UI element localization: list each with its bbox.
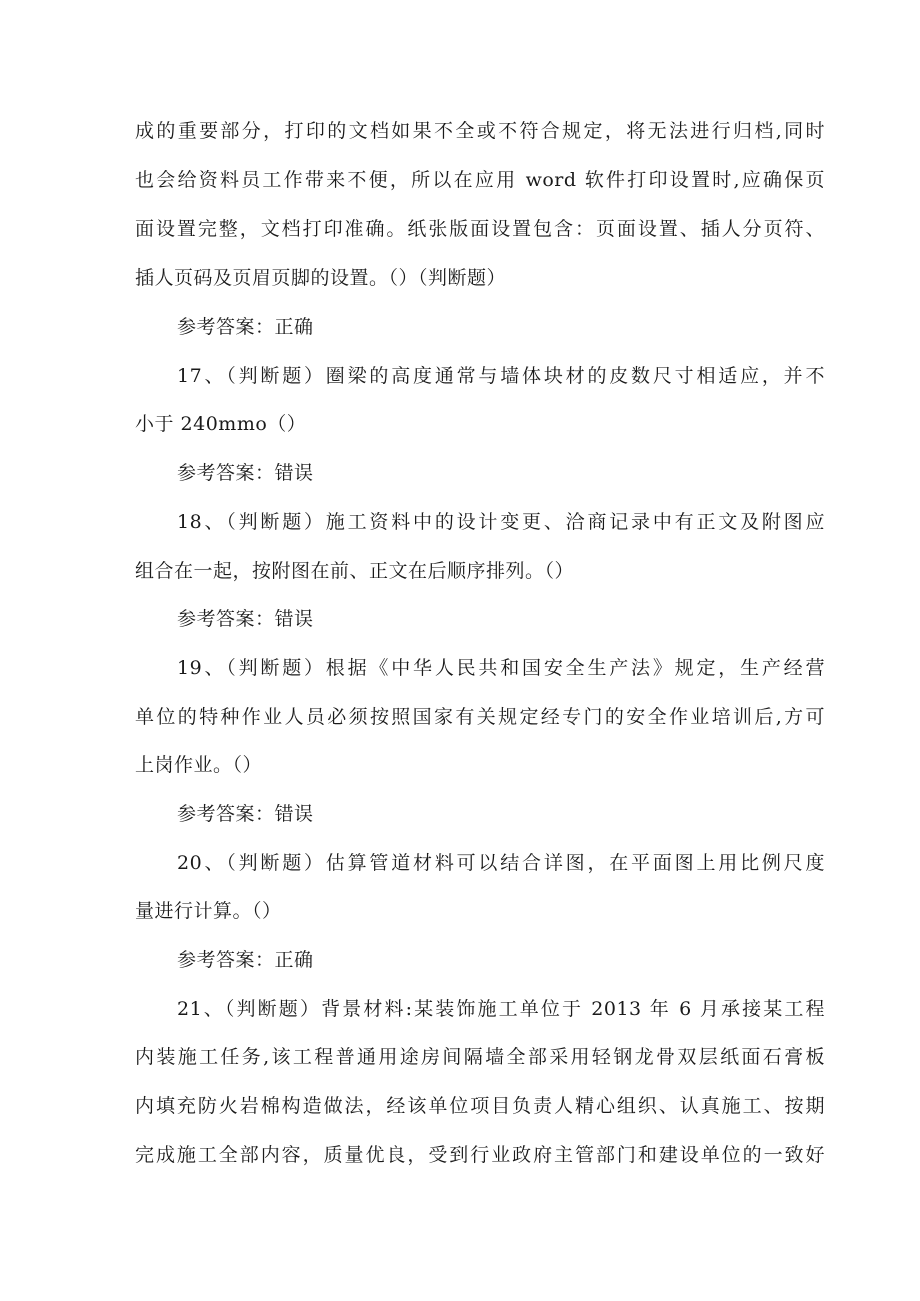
q18-line-1: 18、（判断题）施工资料中的设计变更、洽商记录中有正文及附图应	[177, 511, 825, 533]
q20-line-1: 20、（判断题）估算管道材料可以结合详图，在平面图上用比例尺度	[177, 852, 825, 874]
q21-line-3: 内填充防火岩棉构造做法，经该单位项目负责人精心组织、认真施工、按期	[135, 1095, 825, 1117]
intro-line-3: 面设置完整，文档打印准确。纸张版面设置包含：页面设置、插人分页符、	[135, 218, 825, 240]
q19-line-1: 19、（判断题）根据《中华人民共和国安全生产法》规定，生产经营	[177, 657, 825, 679]
q17-line-1: 17、（判断题）圈梁的高度通常与墙体块材的皮数尺寸相适应，并不	[177, 365, 825, 387]
intro-line-1: 成的重要部分，打印的文档如果不全或不符合规定，将无法进行归档,同时	[135, 120, 825, 142]
q20-line-2: 量进行计算。（）	[135, 900, 282, 922]
q20-answer: 参考答案：正确	[177, 949, 314, 971]
q21-line-4: 完成施工全部内容，质量优良，受到行业政府主管部门和建设单位的一致好	[135, 1144, 825, 1166]
q18-answer: 参考答案：错误	[177, 608, 314, 630]
q18-line-2: 组合在一起，按附图在前、正文在后顺序排列。（）	[135, 560, 575, 582]
q17-line-2: 小于 240mmo（）	[135, 413, 307, 435]
q19-line-3: 上岗作业。（）	[135, 754, 263, 776]
intro-line-4: 插人页码及页眉页脚的设置。（）（判断题）	[135, 267, 507, 289]
intro-line-2: 也会给资料员工作带来不便，所以在应用 word 软件打印设置时,应确保页	[135, 169, 825, 191]
q19-line-2: 单位的特种作业人员必须按照国家有关规定经专门的安全作业培训后,方可	[135, 706, 825, 728]
q21-line-2: 内装施工任务,该工程普通用途房间隔墙全部采用轻钢龙骨双层纸面石膏板	[135, 1046, 825, 1068]
q19-answer: 参考答案：错误	[177, 803, 314, 825]
intro-answer: 参考答案：正确	[177, 316, 314, 338]
q17-answer: 参考答案：错误	[177, 462, 314, 484]
q21-line-1: 21、（判断题）背景材料:某装饰施工单位于 2013 年 6 月承接某工程	[177, 998, 825, 1020]
